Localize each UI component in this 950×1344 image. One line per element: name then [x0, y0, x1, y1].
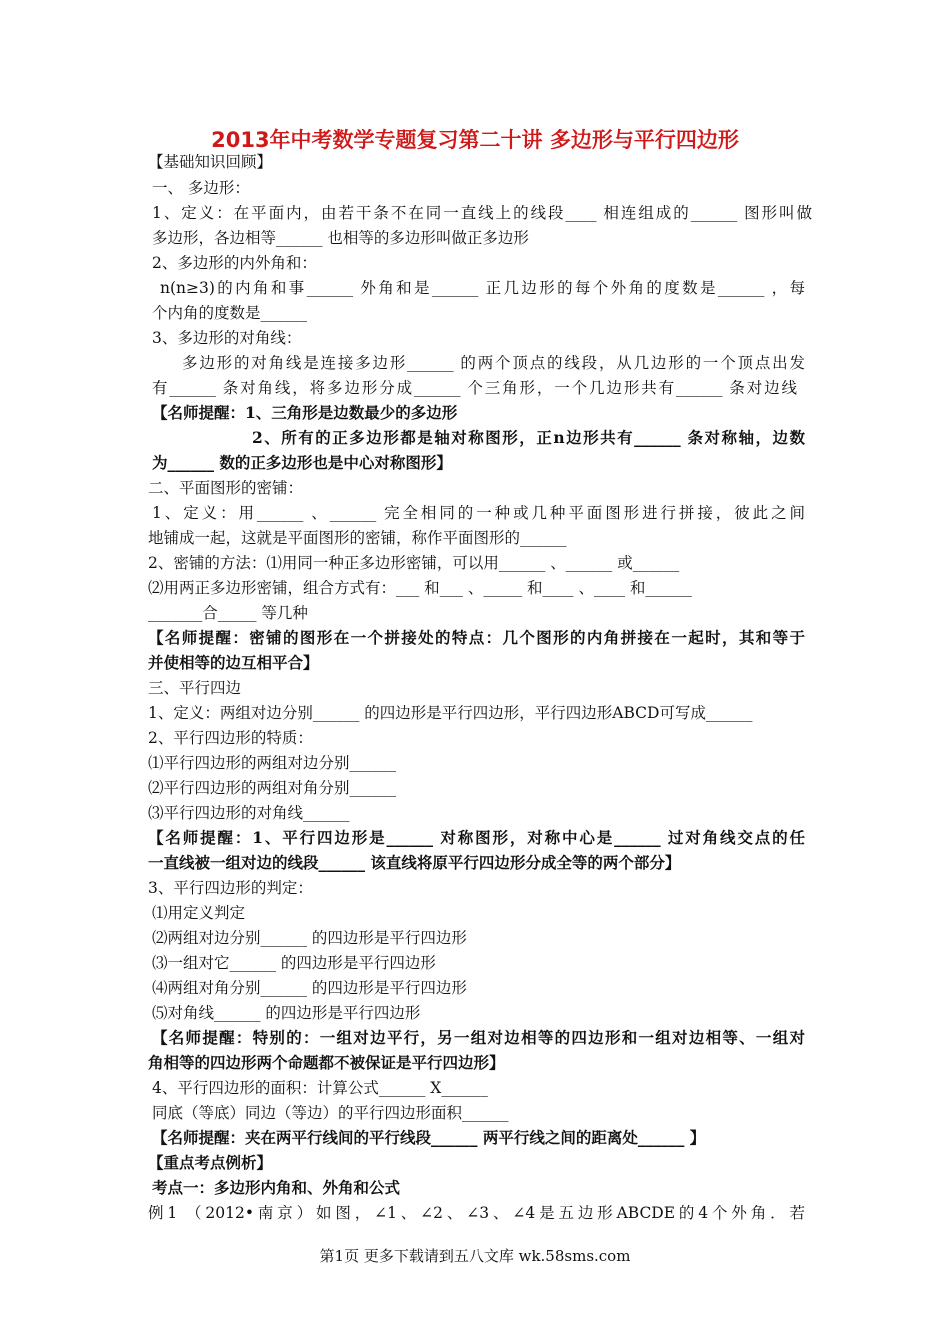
text-line: 2、平行四边形的特质： — [148, 729, 313, 747]
text-line: 地铺成一起，这就是平面图形的密铺，称作平面图形的______ — [148, 529, 567, 547]
text-line: ⑵用两正多边形密铺，组合方式有：___ 和___ 、_____ 和____ 、____ 和______ — [148, 579, 692, 597]
page-footer: 第1页 更多下载请到五八文库 wk.58sms.com — [319, 1247, 631, 1265]
tip-line: 2、所有的正多边形都是轴对称图形，正n边形共有______ 条对称轴，边数 — [252, 428, 805, 447]
text-line: ⑷两组对角分别______ 的四边形是平行四边形 — [152, 979, 467, 997]
text-line: 4、平行四边形的面积：计算公式______ X______ — [152, 1079, 488, 1097]
section-heading: 【重点考点例析】 — [148, 1153, 273, 1172]
text-line: 多边形，各边相等______ 也相等的多边形叫做正多边形 — [152, 229, 529, 247]
text-line: 个内角的度数是______ — [152, 304, 308, 322]
tip-line: 【名师提醒：特别的：一组对边平行，另一组对边相等的四边形和一组对边相等、一组对 — [152, 1028, 805, 1047]
text-line: ⑶一组对它______ 的四边形是平行四边形 — [152, 954, 436, 972]
subsection-heading: 考点一：多边形内角和、外角和公式 — [152, 1178, 401, 1197]
text-line: 一、 多边形： — [152, 179, 250, 197]
text-line: 2、多边形的内外角和： — [152, 254, 317, 272]
example-line: 例1 （2012•南京）如图，∠1、∠2、∠3、∠4是五边形ABCDE的4个外角．若 — [148, 1204, 805, 1222]
text-line: ⑵平行四边形的两组对角分别______ — [148, 779, 397, 797]
text-line: 1、定义：两组对边分别______ 的四边形是平行四边形，平行四边形ABCD可写成______ — [148, 704, 753, 722]
text-line: 同底（等底）同边（等边）的平行四边形面积______ — [152, 1104, 509, 1122]
text-line: 3、平行四边形的判定： — [148, 879, 313, 897]
text-line: ⑸对角线______ 的四边形是平行四边形 — [152, 1004, 421, 1022]
text-line: 3、多边形的对角线： — [152, 329, 302, 347]
tip-line: 并使相等的边互相平合】 — [148, 653, 319, 672]
text-line: 多边形的对角线是连接多边形______ 的两个顶点的线段，从几边形的一个顶点出发 — [182, 354, 805, 372]
text-line: 1、定义：用______ 、______ 完全相同的一种或几种平面图形进行拼接，彼此之间 — [152, 504, 805, 522]
text-line: 2、密铺的方法：⑴用同一种正多边形密铺，可以用______ 、______ 或______ — [148, 554, 680, 572]
text-line: ⑴用定义判定 — [152, 904, 246, 922]
section-heading: 二、平面图形的密铺： — [148, 479, 304, 497]
text-line: _______合_____ 等几种 — [148, 604, 308, 622]
text-line: ⑴平行四边形的两组对边分别______ — [148, 754, 397, 772]
text-line: ⑵两组对边分别______ 的四边形是平行四边形 — [152, 929, 467, 947]
text-line: n(n≥3)的内角和事______ 外角和是______ 正几边形的每个外角的度数是______ ，每 — [160, 279, 805, 297]
text-line: 有______ 条对角线，将多边形分成______ 个三角形，一个几边形共有______ 条对边线 — [152, 379, 797, 397]
section-heading: 三、平行四边 — [148, 679, 242, 697]
text-line: 1、定义：在平面内，由若干条不在同一直线上的线段____ 相连组成的______ 图形叫做 — [152, 204, 812, 222]
tip-line: 【名师提醒：夹在两平行线间的平行线段______ 两平行线之间的距离处______ 】 — [152, 1128, 706, 1147]
page-title: 2013年中考数学专题复习第二十讲 多边形与平行四边形 — [211, 128, 739, 152]
section-heading: 【基础知识回顾】 — [148, 153, 273, 171]
tip-line: 【名师提醒：1、三角形是边数最少的多边形 — [152, 403, 458, 422]
tip-line: 一直线被一组对边的线段______ 该直线将原平行四边形分成全等的两个部分】 — [148, 853, 681, 872]
tip-line: 【名师提醒：1、平行四边形是______ 对称图形，对称中心是______ 过对角线交点的任 — [148, 828, 805, 847]
text-line: ⑶平行四边形的对角线______ — [148, 804, 350, 822]
tip-line: 为______ 数的正多边形也是中心对称图形】 — [152, 453, 452, 472]
tip-line: 角相等的四边形两个命题都不被保证是平行四边形】 — [148, 1053, 505, 1072]
tip-line: 【名师提醒：密铺的图形在一个拼接处的特点：几个图形的内角拼接在一起时，其和等于 — [148, 628, 805, 647]
